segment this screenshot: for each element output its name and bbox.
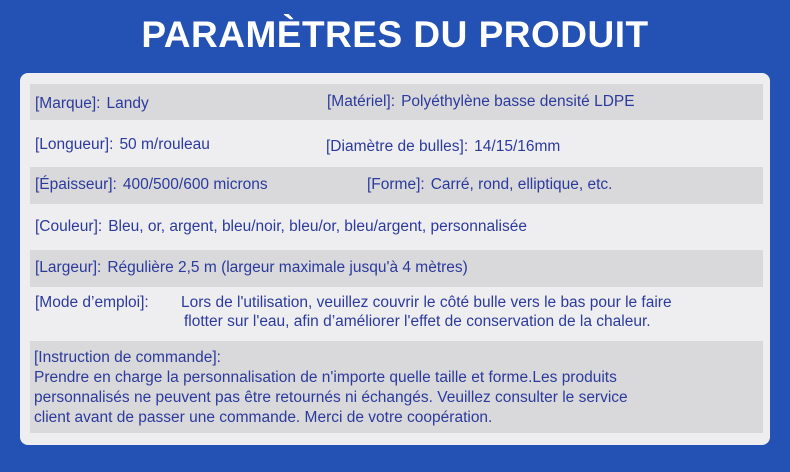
page-title: PARAMÈTRES DU PRODUIT [141, 14, 649, 55]
parameters-panel [20, 73, 770, 445]
order-line-2: personnalisés ne peuvent pas être retournés ni échangés. Veuillez consulter le service [34, 389, 628, 406]
color-label: [Couleur]: [35, 218, 103, 235]
bubble-diameter-param [326, 137, 560, 156]
usage-line-1: Lors de l'utilisation, veuillez couvrir le côté bulle vers le bas pour le faire [181, 294, 672, 311]
param-row-order-instructions [30, 341, 763, 433]
shape-label: [Forme]: [367, 176, 425, 193]
thickness-param [35, 175, 268, 194]
order-line-3: client avant de passer une commande. Merci de votre coopération. [34, 409, 493, 426]
length-param [35, 135, 210, 154]
material-param [327, 92, 635, 111]
shape-value: Carré, rond, elliptique, etc. [430, 176, 613, 193]
material-label: [Matériel]: [327, 93, 396, 110]
param-row-thickness-shape [30, 167, 763, 204]
brand-value: Landy [106, 95, 149, 112]
width-param [35, 258, 468, 277]
param-row-usage [30, 290, 763, 338]
brand-param [35, 94, 149, 113]
bubble-diameter-label: [Diamètre de bulles]: [326, 138, 469, 155]
param-row-color [30, 208, 763, 245]
width-label: [Largeur]: [35, 259, 102, 276]
length-label: [Longueur]: [35, 136, 114, 153]
bubble-diameter-value: 14/15/16mm [474, 138, 561, 155]
color-value: Bleu, or, argent, bleu/noir, bleu/or, bleu/argent, personnalisée [108, 218, 527, 235]
brand-label: [Marque]: [35, 95, 101, 112]
param-row-brand-material [30, 84, 763, 120]
thickness-value: 400/500/600 microns [122, 176, 268, 193]
order-line-1: Prendre en charge la personnalisation de n'importe quelle taille et forme.Les produits [34, 369, 617, 386]
width-value: Régulière 2,5 m (largeur maximale jusqu'à 4 mètres) [107, 259, 468, 276]
order-instructions [34, 348, 761, 428]
param-row-length-diameter [30, 127, 763, 164]
thickness-label: [Épaisseur]: [35, 176, 117, 193]
usage-value [181, 293, 761, 331]
order-label: [Instruction de commande]: [34, 349, 221, 366]
color-param [35, 217, 527, 236]
material-value: Polyéthylène basse densité LDPE [401, 93, 635, 110]
length-value: 50 m/rouleau [119, 136, 210, 153]
param-row-width [30, 250, 763, 287]
usage-label: [Mode d’emploi]: [35, 294, 149, 311]
usage-line-2: flotter sur l'eau, afin d’améliorer l'effet de conservation de la chaleur. [184, 313, 651, 330]
shape-param [367, 175, 613, 194]
